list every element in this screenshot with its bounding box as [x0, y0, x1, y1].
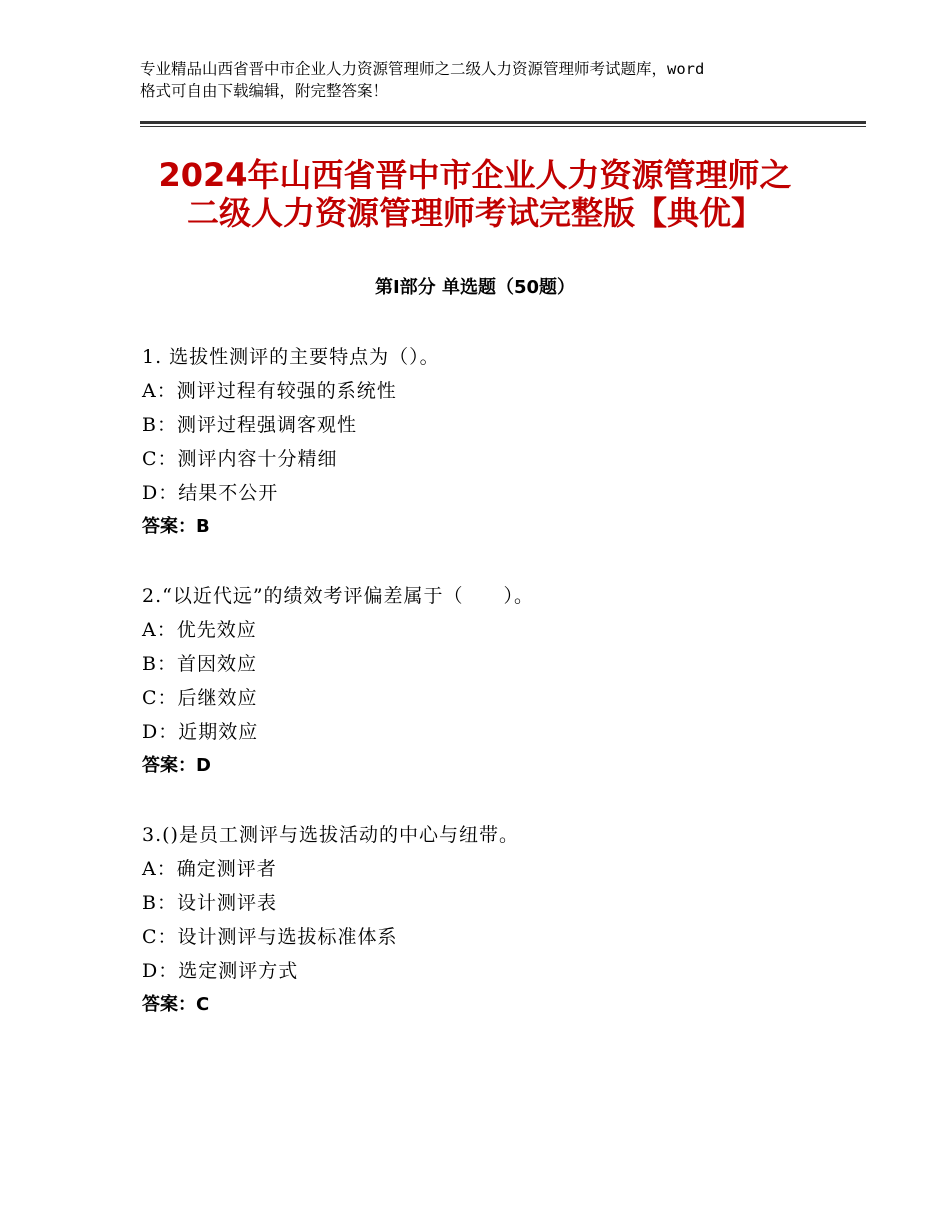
question-stem: 2.“以近代远”的绩效考评偏差属于（ ）。: [142, 585, 535, 607]
header-rule-thick: [140, 121, 866, 124]
answer: 答案：C: [142, 994, 210, 1015]
document-title: [60, 156, 890, 232]
option-a: A：优先效应: [142, 619, 257, 641]
question-2: [142, 579, 862, 783]
header-rule-thin: [140, 126, 866, 127]
option-d: D：选定测评方式: [142, 960, 299, 982]
header-note-line-2: 格式可自由下载编辑，附完整答案！: [140, 82, 389, 100]
document-title-line-2: 二级人力资源管理师考试完整版【典优】: [186, 194, 763, 232]
option-a: A：测评过程有较强的系统性: [142, 380, 397, 402]
option-c: C：后继效应: [142, 687, 258, 709]
question-stem: 3.()是员工测评与选拔活动的中心与纽带。: [142, 824, 519, 846]
option-b: B：首因效应: [142, 653, 257, 675]
option-a: A：确定测评者: [142, 858, 277, 880]
answer: 答案：B: [142, 516, 210, 537]
option-c: C：测评内容十分精细: [142, 448, 338, 470]
section-title: 第Ⅰ部分 单选题（50题）: [374, 277, 575, 298]
header-note: [140, 58, 840, 102]
option-b: B：测评过程强调客观性: [142, 414, 357, 436]
option-c: C：设计测评与选拔标准体系: [142, 926, 398, 948]
answer: 答案：D: [142, 755, 211, 776]
question-3: [142, 818, 862, 1022]
question-stem: 1. 选拔性测评的主要特点为（）。: [142, 346, 440, 368]
document-title-line-1: 2024年山西省晋中市企业人力资源管理师之: [158, 156, 792, 194]
option-d: D：结果不公开: [142, 482, 279, 504]
option-d: D：近期效应: [142, 721, 259, 743]
option-b: B：设计测评表: [142, 892, 277, 914]
question-1: [142, 340, 862, 544]
header-note-line-1: 专业精品山西省晋中市企业人力资源管理师之二级人力资源管理师考试题库，word: [140, 60, 705, 78]
